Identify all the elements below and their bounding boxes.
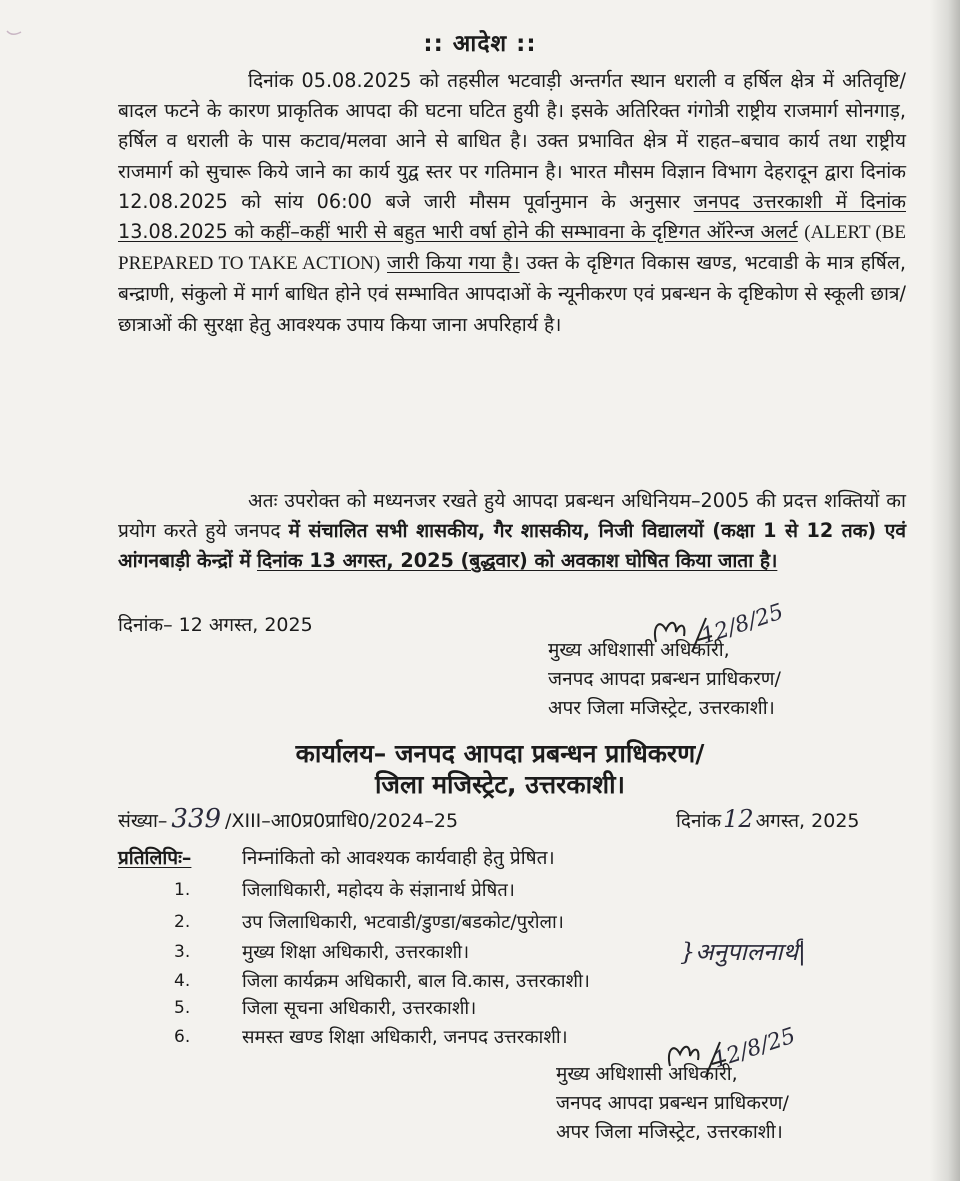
list-item-number: 2. xyxy=(174,912,191,932)
reference-number-line xyxy=(118,804,458,836)
list-item-text: समस्त खण्ड शिक्षा अधिकारी, जनपद उत्तरकाशी। xyxy=(242,1027,568,1048)
reference-date-prefix: दिनांक xyxy=(676,810,722,832)
signature-2-authority: जनपद आपदा प्रबन्धन प्राधिकरण/ xyxy=(556,1092,789,1114)
paragraph-2-holiday-declaration: दिनांक 13 अगस्त, 2025 (बुद्धवार) को अवकाश घोषित किया जाता है। xyxy=(257,549,778,573)
signature-2-handwritten-date: 12/8/25 xyxy=(710,1023,799,1074)
handwritten-compliance-note: }अनुपालनार्थ| xyxy=(680,938,807,966)
paragraph-1-alert-english: (ALERT (BE PREPARED TO TAKE ACTION) xyxy=(118,222,906,275)
paragraph-2-intro: अतः उपरोक्त को मध्यनजर रखते हुये आपदा प्रबन्धन अधिनियम–2005 की प्रदत्त शक्तियों का प्रयोग करते हुये जनपद xyxy=(118,489,906,543)
order-date: दिनांक– 12 अगस्त, 2025 xyxy=(118,614,313,636)
paragraph-1-intro: दिनांक 05.08.2025 को तहसील भटवाड़ी अन्तर्गत स्थान धराली व हर्षिल क्षेत्र में अतिवृष्टि/बादल फटने के कारण प्राकृतिक आपदा की घटना घटित हुयी है। इसके अतिरिक्त गंगोत्री राष्ट्रीय राजमार्ग सोनगाड़, हर्षिल व धराली के पास कटाव/मलवा आने से बाधित है। उक्त प्रभावित क्षेत्र में राहत–बचाव कार्य तथा राष्ट्रीय राजमार्ग को सुचारू किये जाने का कार्य युद्व स्तर पर गतिमान है। भारत मौसम विज्ञान विभाग देहरादून द्वारा दिनांक 12.08.2025 को सांय 06:00 बजे जारी मौसम पूर्वानुमान के अनुसार xyxy=(118,69,906,213)
list-item-number: 3. xyxy=(174,942,191,962)
signature-1-designation: मुख्य अधिशासी अधिकारी, xyxy=(548,639,730,661)
list-item-number: 1. xyxy=(174,880,191,900)
copy-to-label: प्रतिलिपिः– xyxy=(118,847,192,869)
order-paragraph-2 xyxy=(118,486,906,577)
reference-prefix: संख्या– xyxy=(118,810,168,832)
list-item-number: 5. xyxy=(174,998,191,1018)
paragraph-1-alert-underlined: जनपद उत्तरकाशी में दिनांक 13.08.2025 को कहीं–कहीं भारी से बहुत भारी वर्षा होने की सम्भावना के दृष्टिगत ऑरेन्ज अलर्ट xyxy=(118,189,906,244)
signature-1-authority: जनपद आपदा प्रबन्धन प्राधिकरण/ xyxy=(548,668,781,690)
signature-1-office: अपर जिला मजिस्ट्रेट, उत्तरकाशी। xyxy=(548,697,775,719)
order-paragraph-1 xyxy=(118,66,906,340)
signature-1-handwritten-date: 12/8/25 xyxy=(698,599,787,650)
page-edge-shadow xyxy=(930,0,960,1181)
signature-2-office: अपर जिला मजिस्ट्रेट, उत्तरकाशी। xyxy=(556,1121,783,1143)
reference-date xyxy=(676,804,860,836)
list-item-text: जिला सूचना अधिकारी, उत्तरकाशी। xyxy=(242,998,477,1019)
signature-block-1 xyxy=(548,636,781,723)
list-item-text: उप जिलाधिकारी, भटवाडी/डुण्डा/बडकोट/पुरोला। xyxy=(242,912,564,933)
reference-date-suffix: अगस्त, 2025 xyxy=(755,810,860,832)
reference-number-handwritten: 339 xyxy=(171,804,222,834)
office-heading-line-1: कार्यालय– जनपद आपदा प्रबन्धन प्राधिकरण/ xyxy=(295,739,705,768)
order-title: :: आदेश :: xyxy=(423,31,537,57)
paragraph-1-rest: उक्त के दृष्टिगत विकास खण्ड, भटवाडी के मात्र हर्षिल, बन्द्राणी, संकुलो में मार्ग बाधित होने एवं सम्भावित आपदाओं के न्यूनीकरण एवं प्रबन्धन के दृष्टिकोण से स्कूली छात्र/छात्राओं की सुरक्षा हेतु आवश्यक उपाय किया जाना अपरिहार्य है। xyxy=(118,251,906,336)
paragraph-1-issued: जारी किया गया है। xyxy=(387,251,520,275)
office-heading-line-2: जिला मजिस्ट्रेट, उत्तरकाशी। xyxy=(374,770,626,799)
signature-block-2 xyxy=(556,1060,789,1147)
copy-to-text: निम्नांकितो को आवश्यक कार्यवाही हेतु प्रेषित। xyxy=(242,847,555,869)
list-item-text: जिलाधिकारी, महोदय के संज्ञानार्थ प्रेषित। xyxy=(242,880,515,901)
list-item-number: 4. xyxy=(174,971,191,991)
reference-date-day: 12 xyxy=(723,805,754,833)
list-item-number: 6. xyxy=(174,1027,191,1047)
paragraph-2-bold: में संचालित सभी शासकीय, गैर शासकीय, निजी विद्यालयों (कक्षा 1 से 12 तक) एवं आंगनबाड़ी केन्द्रों में xyxy=(118,519,906,573)
list-item-text: जिला कार्यक्रम अधिकारी, बाल वि.कास, उत्तरकाशी। xyxy=(242,971,590,992)
signature-2-designation: मुख्य अधिशासी अधिकारी, xyxy=(556,1063,738,1085)
reference-suffix: /XIII–आ0प्र0प्राधि0/2024–25 xyxy=(225,810,459,832)
list-item-text: मुख्य शिक्षा अधिकारी, उत्तरकाशी। xyxy=(242,942,470,963)
